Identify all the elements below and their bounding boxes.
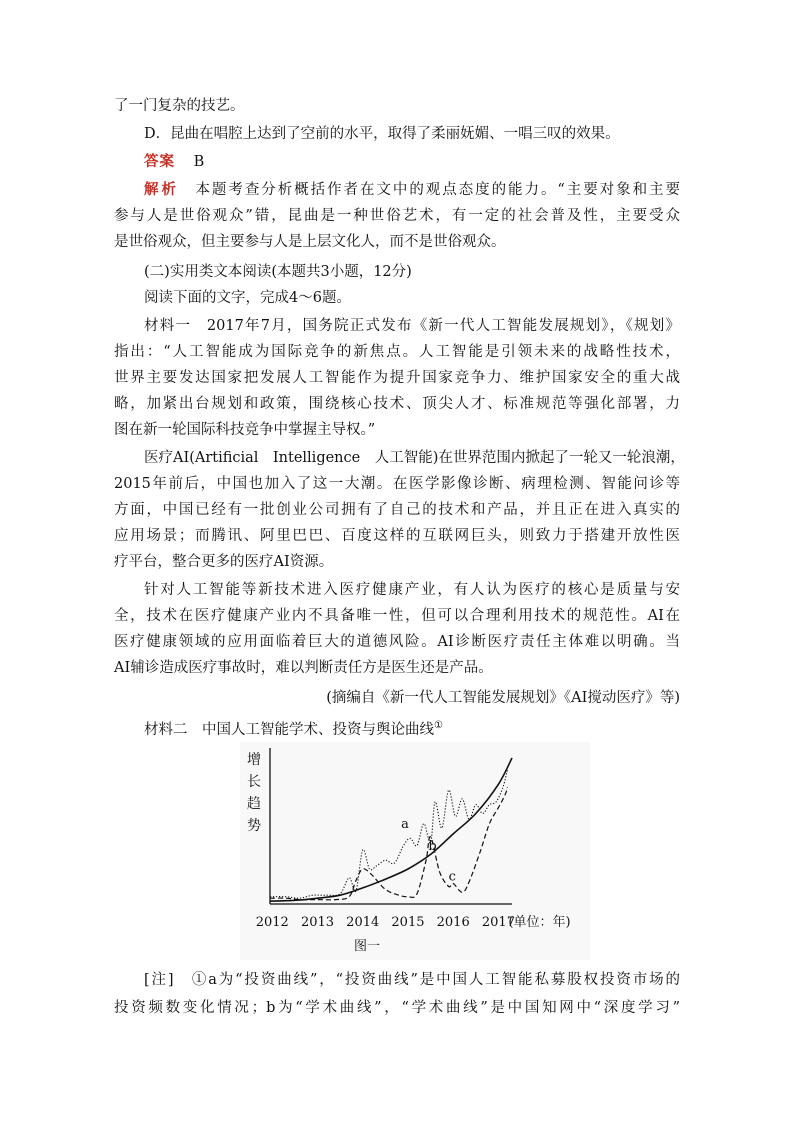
note-line-1: [注] ①a为“投资曲线”，“投资曲线”是中国人工智能私募股权投资市场的 bbox=[144, 972, 680, 988]
para-2-line-1: 医疗AI(Artificial Intelligence 人工智能)在世界范围内掀起了一轮又一轮浪潮， bbox=[144, 450, 685, 466]
para-2-line-4: 应用场景；而腾讯、阿里巴巴、百度这样的互联网巨头，则致力于搭建开放性医 bbox=[114, 528, 680, 544]
para-3-line-2: 全，技术在医疗健康产业内不具备唯一性，但可以合理利用技术的规范性。AI在 bbox=[114, 608, 680, 624]
para-2-line-2: 2015年前后，中国也加入了这一大潮。在医学影像诊断、病理检测、智能问诊等 bbox=[114, 476, 680, 492]
material-2-title-text: 材料二 中国人工智能学术、投资与舆论曲线 bbox=[144, 721, 434, 738]
x-tick-label: 2017 bbox=[481, 915, 515, 930]
y-label-char: 长 bbox=[247, 774, 261, 790]
y-label-char: 增 bbox=[247, 752, 261, 768]
para-2-line-5: 疗平台，整合更多的医疗AI资源。 bbox=[114, 554, 334, 570]
analysis-line-2: 参与人是世俗观众”错，昆曲是一种世俗艺术，有一定的社会普及性，主要受众 bbox=[114, 208, 680, 224]
x-tick-label: 2015 bbox=[391, 915, 425, 930]
footnote-mark: ① bbox=[434, 720, 443, 731]
curve-label-c: c bbox=[448, 869, 456, 885]
x-tick-label: 2014 bbox=[346, 915, 380, 930]
analysis-text: 本题考查分析概括作者在文中的观点态度的能力。“主要对象和主要 bbox=[195, 182, 680, 198]
para-3-line-3: 医疗健康领域的应用面临着巨大的道德风险。AI诊断医疗责任主体难以明确。当 bbox=[114, 634, 680, 650]
x-tick-label: 2016 bbox=[436, 915, 470, 930]
para-3-line-1: 针对人工智能等新技术进入医疗健康产业，有人认为医疗的核心是质量与安 bbox=[144, 582, 680, 598]
option-d: D．昆曲在唱腔上达到了空前的水平，取得了柔丽妩媚、一唱三叹的效果。 bbox=[144, 126, 620, 142]
figure-caption: 图一 bbox=[353, 939, 381, 954]
para-3-line-4: AI辅诊造成医疗事故时，难以判断责任方是医生还是产品。 bbox=[114, 660, 493, 676]
x-tick-label: 2012 bbox=[255, 915, 289, 930]
answer-line bbox=[144, 152, 710, 172]
material-1-line-4: 略，加紧出台规划和政策，围绕核心技术、顶尖人才、标准规范等强化部署，力 bbox=[114, 396, 680, 412]
y-label-char: 趋 bbox=[247, 796, 261, 812]
section-title: (二)实用类文本阅读(本题共3小题，12分) bbox=[144, 264, 412, 280]
analysis-line-3: 是世俗观众，但主要参与人是上层文化人，而不是世俗观众。 bbox=[114, 234, 506, 250]
answer-value: B bbox=[193, 154, 205, 170]
material-1-line-1: 材料一 2017年7月，国务院正式发布《新一代人工智能发展规划》，《规划》 bbox=[144, 318, 680, 334]
chart-svg bbox=[240, 742, 590, 960]
figure-1 bbox=[240, 742, 590, 960]
note-line-2: 投资频数变化情况；b为“学术曲线”，“学术曲线”是中国知网中“深度学习” bbox=[114, 1000, 680, 1016]
curve-label-b: b bbox=[428, 838, 437, 854]
text-line: 了一门复杂的技艺。 bbox=[114, 98, 245, 114]
analysis-label: 解析 bbox=[144, 181, 179, 198]
material-1-line-3: 世界主要发达国家把发展人工智能作为提升国家竞争力、维护国家安全的重大战 bbox=[114, 370, 680, 386]
x-tick-label: 2013 bbox=[300, 915, 335, 930]
answer-label: 答案 bbox=[144, 153, 175, 170]
x-axis-unit: (单位：年) bbox=[508, 915, 571, 930]
curve-label-a: a bbox=[401, 817, 409, 833]
para-2-line-3: 方面，中国已经有一批创业公司拥有了自己的技术和产品，并且正在进入真实的 bbox=[114, 502, 680, 518]
material-2-title bbox=[144, 716, 710, 740]
analysis-line-1 bbox=[144, 180, 680, 200]
source-citation: (摘编自《新一代人工智能发展规划》《AI搅动医疗》等) bbox=[326, 690, 680, 706]
material-1-line-2: 指出：“人工智能成为国际竞争的新焦点。人工智能是引领未来的战略性技术， bbox=[114, 344, 680, 360]
y-label-char: 势 bbox=[247, 818, 261, 834]
instruction: 阅读下面的文字，完成4～6题。 bbox=[144, 290, 351, 306]
material-1-line-5: 图在新一轮国际科技竞争中掌握主导权。” bbox=[114, 422, 376, 438]
